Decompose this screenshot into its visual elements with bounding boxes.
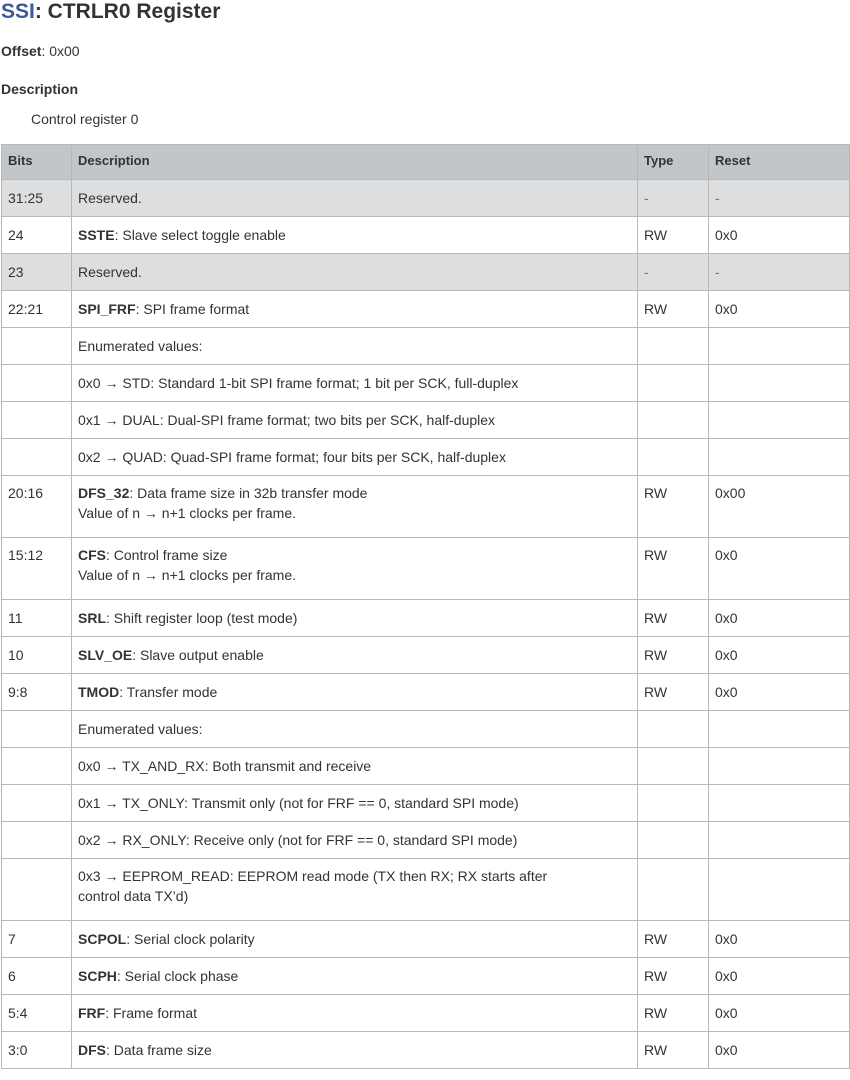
description-line xyxy=(78,545,631,565)
cell-description xyxy=(72,476,638,538)
cell-reset: 0x0 xyxy=(709,921,850,958)
cell-description xyxy=(72,600,638,637)
page-title-text: : CTRLR0 Register xyxy=(34,0,221,23)
cell-description xyxy=(72,365,638,402)
cell-reset xyxy=(709,402,850,439)
field-description-text: 0x0 → STD: Standard 1-bit SPI frame format; 1 bit per SCK, full-duplex xyxy=(78,375,519,391)
field-description-text: : SPI frame format xyxy=(135,301,250,317)
table-row xyxy=(2,439,850,476)
description-text: Control register 0 xyxy=(31,111,139,127)
cell-reset xyxy=(709,328,850,365)
cell-description xyxy=(72,180,638,217)
field-description-text: Enumerated values: xyxy=(78,338,203,354)
cell-description xyxy=(72,328,638,365)
cell-reset xyxy=(709,859,850,921)
cell-description xyxy=(72,674,638,711)
cell-description xyxy=(72,217,638,254)
table-row xyxy=(2,711,850,748)
field-description-text: : Serial clock polarity xyxy=(126,931,255,947)
cell-bits: 20:16 xyxy=(2,476,72,538)
field-name: DFS xyxy=(78,1042,106,1058)
cell-reset xyxy=(709,785,850,822)
cell-bits: 23 xyxy=(2,254,72,291)
cell-bits: 9:8 xyxy=(2,674,72,711)
cell-description xyxy=(72,785,638,822)
field-description-text: : Shift register loop (test mode) xyxy=(106,610,298,626)
field-name: SSTE xyxy=(78,227,115,243)
cell-description xyxy=(72,822,638,859)
offset-value: : 0x00 xyxy=(41,43,80,59)
field-name: SLV_OE xyxy=(78,647,133,663)
field-description-text: 0x0 → TX_AND_RX: Both transmit and receive xyxy=(78,758,372,774)
description-heading: Description xyxy=(1,81,79,97)
field-description-text: : Transfer mode xyxy=(119,684,218,700)
field-name: TMOD xyxy=(78,684,120,700)
column-header-reset: Reset xyxy=(709,145,850,180)
cell-description xyxy=(72,711,638,748)
description-line-2: Value of n → n+1 clocks per frame. xyxy=(78,567,297,583)
page-title xyxy=(1,0,220,24)
description-line xyxy=(78,447,631,467)
field-name: FRF xyxy=(78,1005,106,1021)
field-description-text: : Data frame size in 32b transfer mode xyxy=(129,485,368,501)
cell-type: RW xyxy=(638,674,709,711)
table-row xyxy=(2,785,850,822)
description-line-2: Value of n → n+1 clocks per frame. xyxy=(78,505,297,521)
field-name: CFS xyxy=(78,547,106,563)
cell-type xyxy=(638,328,709,365)
cell-reset: 0x0 xyxy=(709,291,850,328)
field-description-text: : Control frame size xyxy=(106,547,228,563)
column-header-bits: Bits xyxy=(2,145,72,180)
offset-label: Offset xyxy=(1,43,42,59)
table-row xyxy=(2,328,850,365)
description-line xyxy=(78,966,631,986)
cell-bits: 6 xyxy=(2,958,72,995)
cell-type: RW xyxy=(638,538,709,600)
cell-description xyxy=(72,402,638,439)
cell-type: RW xyxy=(638,600,709,637)
cell-bits xyxy=(2,785,72,822)
table-row xyxy=(2,958,850,995)
field-description-text: : Slave select toggle enable xyxy=(114,227,286,243)
description-line xyxy=(78,225,631,245)
cell-reset: 0x0 xyxy=(709,958,850,995)
cell-description xyxy=(72,637,638,674)
cell-reset: 0x0 xyxy=(709,217,850,254)
cell-type xyxy=(638,711,709,748)
cell-description xyxy=(72,439,638,476)
cell-bits xyxy=(2,439,72,476)
field-description-text: 0x3 → EEPROM_READ: EEPROM read mode (TX then RX; RX starts after xyxy=(78,868,548,884)
cell-description xyxy=(72,958,638,995)
cell-description xyxy=(72,538,638,600)
cell-type xyxy=(638,365,709,402)
cell-reset xyxy=(709,439,850,476)
description-line xyxy=(78,719,631,739)
cell-reset xyxy=(709,711,850,748)
description-line xyxy=(78,188,631,208)
cell-bits: 15:12 xyxy=(2,538,72,600)
cell-bits: 5:4 xyxy=(2,995,72,1032)
table-row xyxy=(2,365,850,402)
field-description-text: : Serial clock phase xyxy=(116,968,239,984)
cell-bits xyxy=(2,402,72,439)
cell-bits: 24 xyxy=(2,217,72,254)
cell-bits xyxy=(2,711,72,748)
cell-description xyxy=(72,859,638,921)
table-row xyxy=(2,476,850,538)
table-row xyxy=(2,1032,850,1069)
cell-type xyxy=(638,859,709,921)
table-row xyxy=(2,217,850,254)
cell-reset: - xyxy=(709,180,850,217)
table-row xyxy=(2,254,850,291)
field-description-text: Enumerated values: xyxy=(78,721,203,737)
cell-description xyxy=(72,995,638,1032)
field-description-text: 0x2 → QUAD: Quad-SPI frame format; four bits per SCK, half-duplex xyxy=(78,449,506,465)
cell-reset: - xyxy=(709,254,850,291)
field-description-text: 0x2 → RX_ONLY: Receive only (not for FRF == 0, standard SPI mode) xyxy=(78,832,518,848)
description-line xyxy=(78,682,631,702)
cell-reset: 0x0 xyxy=(709,995,850,1032)
description-line xyxy=(78,929,631,949)
field-name: DFS_32 xyxy=(78,485,130,501)
cell-reset xyxy=(709,365,850,402)
table-row xyxy=(2,921,850,958)
description-line xyxy=(78,756,631,776)
cell-bits xyxy=(2,328,72,365)
cell-bits xyxy=(2,822,72,859)
description-line xyxy=(78,1003,631,1023)
register-fields-table xyxy=(1,144,850,1069)
field-name: SCPOL xyxy=(78,931,127,947)
field-description-text: : Slave output enable xyxy=(132,647,264,663)
cell-description xyxy=(72,1032,638,1069)
cell-type xyxy=(638,439,709,476)
description-line xyxy=(78,299,631,319)
cell-bits: 3:0 xyxy=(2,1032,72,1069)
table-row xyxy=(2,637,850,674)
field-name: SCPH xyxy=(78,968,117,984)
cell-reset: 0x0 xyxy=(709,538,850,600)
cell-bits: 10 xyxy=(2,637,72,674)
description-line xyxy=(78,793,631,813)
cell-type: - xyxy=(638,254,709,291)
table-row xyxy=(2,859,850,921)
offset-line xyxy=(1,42,80,60)
table-row xyxy=(2,748,850,785)
field-description-text: Reserved. xyxy=(78,264,142,280)
description-line xyxy=(78,483,631,503)
cell-reset: 0x0 xyxy=(709,1032,850,1069)
cell-type: RW xyxy=(638,291,709,328)
table-header-row xyxy=(2,145,850,180)
ssi-link[interactable]: SSI xyxy=(1,0,35,23)
description-line xyxy=(78,373,631,393)
table-row xyxy=(2,291,850,328)
description-line xyxy=(78,645,631,665)
cell-bits xyxy=(2,748,72,785)
cell-description xyxy=(72,291,638,328)
cell-type xyxy=(638,748,709,785)
cell-description xyxy=(72,921,638,958)
description-line-2: control data TX’d) xyxy=(78,888,189,904)
description-line xyxy=(78,336,631,356)
table-row xyxy=(2,995,850,1032)
field-name: SRL xyxy=(78,610,106,626)
table-body xyxy=(2,180,850,1069)
cell-reset xyxy=(709,822,850,859)
description-line xyxy=(78,262,631,282)
cell-type: RW xyxy=(638,476,709,538)
cell-bits: 11 xyxy=(2,600,72,637)
cell-description xyxy=(72,254,638,291)
field-description-text: 0x1 → DUAL: Dual-SPI frame format; two bits per SCK, half-duplex xyxy=(78,412,496,428)
column-header-description: Description xyxy=(72,145,638,180)
description-line xyxy=(78,410,631,430)
cell-type: RW xyxy=(638,921,709,958)
field-description-text: : Frame format xyxy=(105,1005,198,1021)
cell-reset: 0x0 xyxy=(709,600,850,637)
cell-description xyxy=(72,748,638,785)
cell-type: - xyxy=(638,180,709,217)
description-line xyxy=(78,866,631,886)
cell-type: RW xyxy=(638,1032,709,1069)
column-header-type: Type xyxy=(638,145,709,180)
description-line xyxy=(78,1040,631,1060)
cell-bits: 7 xyxy=(2,921,72,958)
table-row xyxy=(2,822,850,859)
table-row xyxy=(2,402,850,439)
cell-bits xyxy=(2,859,72,921)
cell-reset: 0x0 xyxy=(709,674,850,711)
field-description-text: : Data frame size xyxy=(106,1042,212,1058)
field-description-text: Reserved. xyxy=(78,190,142,206)
cell-type xyxy=(638,402,709,439)
cell-reset: 0x00 xyxy=(709,476,850,538)
description-line xyxy=(78,830,631,850)
cell-bits: 22:21 xyxy=(2,291,72,328)
cell-type: RW xyxy=(638,995,709,1032)
cell-bits: 31:25 xyxy=(2,180,72,217)
cell-type: RW xyxy=(638,637,709,674)
cell-reset xyxy=(709,748,850,785)
table-row xyxy=(2,180,850,217)
cell-type xyxy=(638,785,709,822)
cell-type: RW xyxy=(638,958,709,995)
table-row xyxy=(2,674,850,711)
cell-bits xyxy=(2,365,72,402)
table-row xyxy=(2,600,850,637)
cell-type: RW xyxy=(638,217,709,254)
field-name: SPI_FRF xyxy=(78,301,136,317)
cell-type xyxy=(638,822,709,859)
field-description-text: 0x1 → TX_ONLY: Transmit only (not for FRF == 0, standard SPI mode) xyxy=(78,795,519,811)
cell-reset: 0x0 xyxy=(709,637,850,674)
table-row xyxy=(2,538,850,600)
description-line xyxy=(78,608,631,628)
